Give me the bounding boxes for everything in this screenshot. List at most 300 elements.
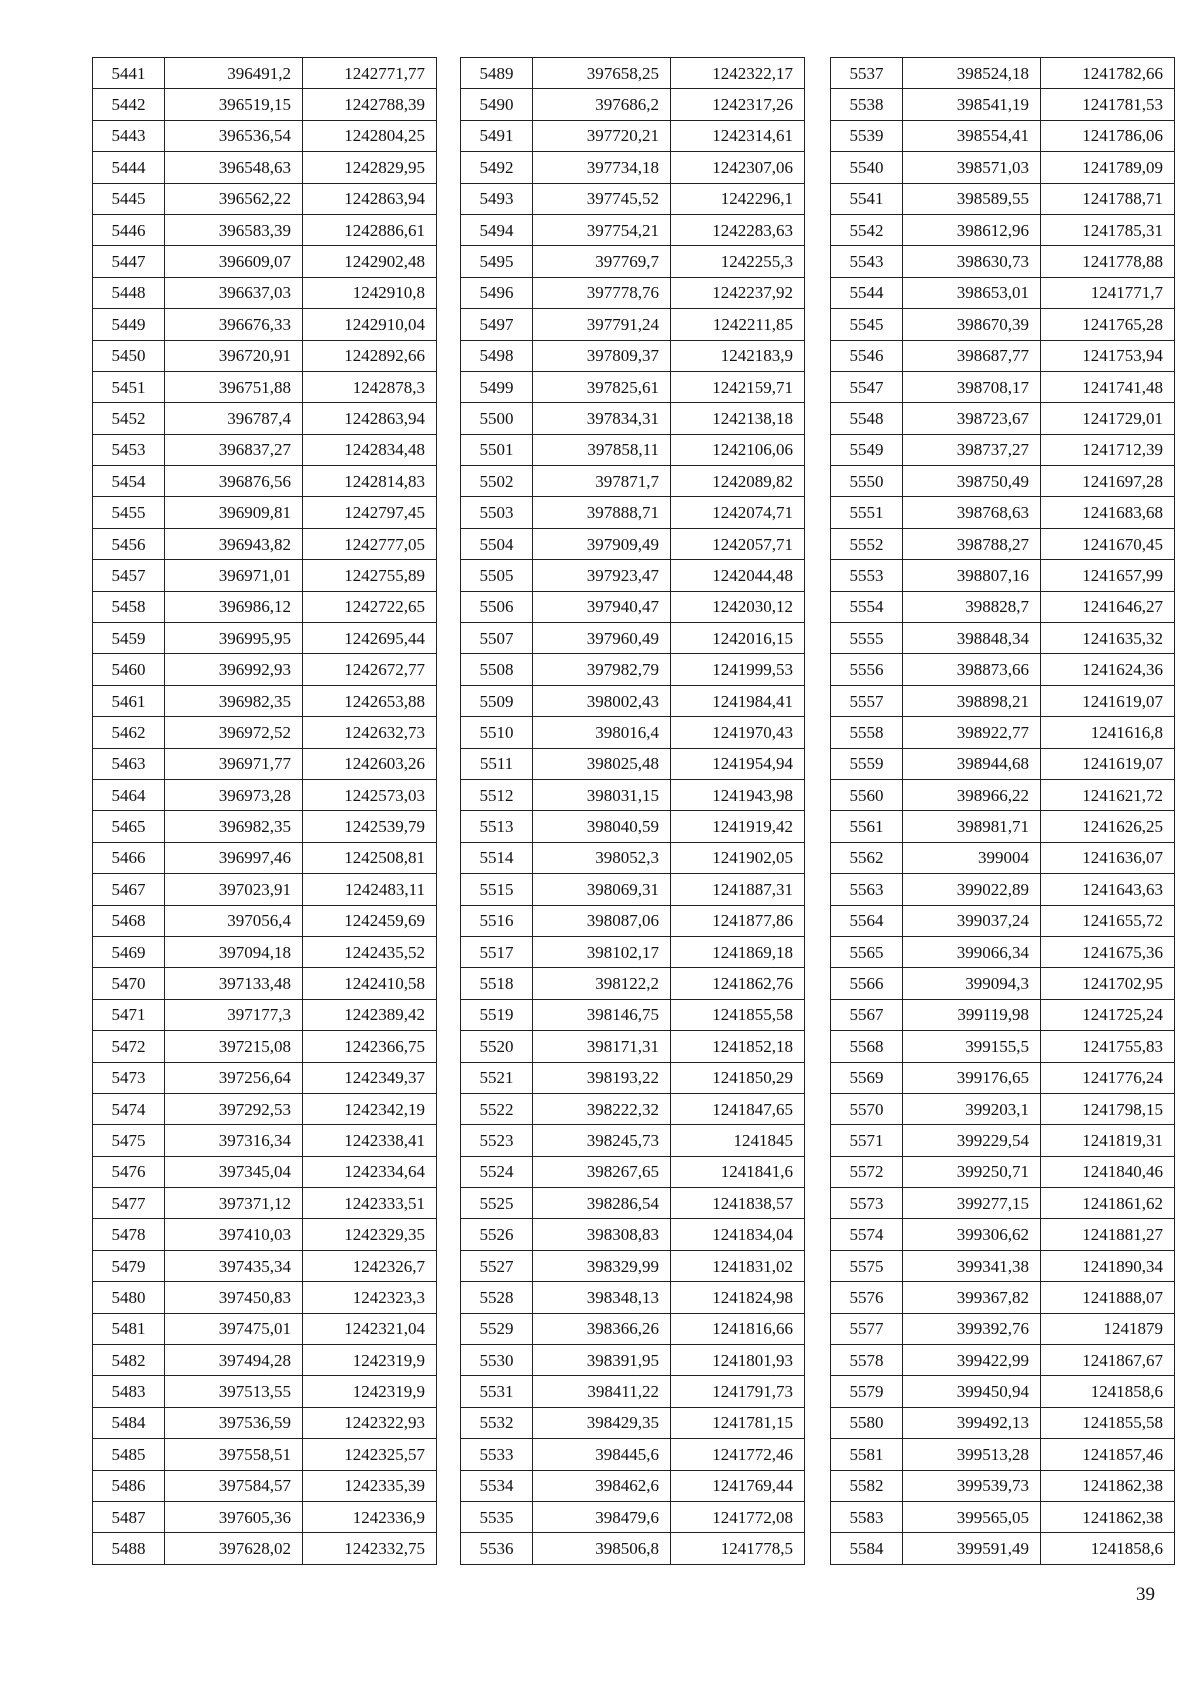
point-number-cell: 5499 (461, 371, 533, 402)
table-row (461, 309, 805, 340)
point-number-cell: 5466 (93, 842, 165, 873)
table-row (831, 1439, 1175, 1470)
y-coordinate-cell: 1242057,71 (671, 528, 805, 559)
table-row (831, 811, 1175, 842)
point-number-cell: 5549 (831, 434, 903, 465)
y-coordinate-cell: 1242829,95 (303, 152, 437, 183)
point-number-cell: 5454 (93, 466, 165, 497)
y-coordinate-cell: 1242089,82 (671, 466, 805, 497)
point-number-cell: 5577 (831, 1313, 903, 1344)
x-coordinate-cell: 398069,31 (533, 874, 671, 905)
x-coordinate-cell: 398348,13 (533, 1282, 671, 1313)
x-coordinate-cell: 398087,06 (533, 905, 671, 936)
y-coordinate-cell: 1241683,68 (1041, 497, 1175, 528)
table-row (461, 717, 805, 748)
y-coordinate-cell: 1242159,71 (671, 371, 805, 402)
table-row (93, 717, 437, 748)
point-number-cell: 5483 (93, 1376, 165, 1407)
table-row (461, 623, 805, 654)
y-coordinate-cell: 1242322,17 (671, 58, 805, 89)
point-number-cell: 5519 (461, 999, 533, 1030)
y-coordinate-cell: 1242342,19 (303, 1093, 437, 1124)
table-row (461, 1125, 805, 1156)
y-coordinate-cell: 1241781,15 (671, 1407, 805, 1438)
point-number-cell: 5579 (831, 1376, 903, 1407)
point-number-cell: 5539 (831, 120, 903, 151)
table-row (461, 1282, 805, 1313)
point-number-cell: 5472 (93, 1031, 165, 1062)
point-number-cell: 5478 (93, 1219, 165, 1250)
x-coordinate-cell: 399155,5 (903, 1031, 1041, 1062)
point-number-cell: 5473 (93, 1062, 165, 1093)
y-coordinate-cell: 1242539,79 (303, 811, 437, 842)
y-coordinate-cell: 1242336,9 (303, 1501, 437, 1532)
point-number-cell: 5530 (461, 1345, 533, 1376)
table-row (93, 1407, 437, 1438)
x-coordinate-cell: 398723,67 (903, 403, 1041, 434)
y-coordinate-cell: 1241619,07 (1041, 685, 1175, 716)
point-number-cell: 5575 (831, 1250, 903, 1281)
y-coordinate-cell: 1242314,61 (671, 120, 805, 151)
table-row (93, 152, 437, 183)
point-number-cell: 5520 (461, 1031, 533, 1062)
point-number-cell: 5504 (461, 528, 533, 559)
y-coordinate-cell: 1241954,94 (671, 748, 805, 779)
x-coordinate-cell: 398737,27 (903, 434, 1041, 465)
table-row (93, 905, 437, 936)
point-number-cell: 5460 (93, 654, 165, 685)
table-row (461, 1533, 805, 1564)
y-coordinate-cell: 1241753,94 (1041, 340, 1175, 371)
table-row (461, 654, 805, 685)
x-coordinate-cell: 398193,22 (533, 1062, 671, 1093)
table-row (831, 654, 1175, 685)
table-row (93, 434, 437, 465)
point-number-cell: 5453 (93, 434, 165, 465)
table-row (93, 1062, 437, 1093)
table-row (831, 968, 1175, 999)
point-number-cell: 5560 (831, 779, 903, 810)
table-row (831, 560, 1175, 591)
x-coordinate-cell: 398589,55 (903, 183, 1041, 214)
y-coordinate-cell: 1242366,75 (303, 1031, 437, 1062)
x-coordinate-cell: 397494,28 (165, 1345, 303, 1376)
table-row (93, 1219, 437, 1250)
x-coordinate-cell: 398571,03 (903, 152, 1041, 183)
y-coordinate-cell: 1241858,6 (1041, 1376, 1175, 1407)
table-row (831, 58, 1175, 89)
x-coordinate-cell: 397292,53 (165, 1093, 303, 1124)
x-coordinate-cell: 398524,18 (903, 58, 1041, 89)
point-number-cell: 5569 (831, 1062, 903, 1093)
table-row (831, 152, 1175, 183)
x-coordinate-cell: 399392,76 (903, 1313, 1041, 1344)
y-coordinate-cell: 1242333,51 (303, 1188, 437, 1219)
y-coordinate-cell: 1241841,6 (671, 1156, 805, 1187)
table-row (461, 874, 805, 905)
point-number-cell: 5582 (831, 1470, 903, 1501)
y-coordinate-cell: 1241675,36 (1041, 936, 1175, 967)
y-coordinate-cell: 1241785,31 (1041, 214, 1175, 245)
x-coordinate-cell: 396876,56 (165, 466, 303, 497)
point-number-cell: 5487 (93, 1501, 165, 1532)
point-number-cell: 5573 (831, 1188, 903, 1219)
x-coordinate-cell: 397778,76 (533, 277, 671, 308)
x-coordinate-cell: 397435,34 (165, 1250, 303, 1281)
x-coordinate-cell: 397754,21 (533, 214, 671, 245)
x-coordinate-cell: 398670,39 (903, 309, 1041, 340)
x-coordinate-cell: 398445,6 (533, 1439, 671, 1470)
x-coordinate-cell: 398768,63 (903, 497, 1041, 528)
x-coordinate-cell: 398788,27 (903, 528, 1041, 559)
y-coordinate-cell: 1242183,9 (671, 340, 805, 371)
table-row (831, 779, 1175, 810)
x-coordinate-cell: 397215,08 (165, 1031, 303, 1062)
point-number-cell: 5540 (831, 152, 903, 183)
x-coordinate-cell: 399229,54 (903, 1125, 1041, 1156)
table-row (831, 874, 1175, 905)
table-row (831, 246, 1175, 277)
x-coordinate-cell: 397475,01 (165, 1313, 303, 1344)
y-coordinate-cell: 1241888,07 (1041, 1282, 1175, 1313)
y-coordinate-cell: 1241621,72 (1041, 779, 1175, 810)
point-number-cell: 5507 (461, 623, 533, 654)
table-row (461, 591, 805, 622)
y-coordinate-cell: 1241776,24 (1041, 1062, 1175, 1093)
point-number-cell: 5492 (461, 152, 533, 183)
table-row (831, 277, 1175, 308)
table-row (461, 1345, 805, 1376)
point-number-cell: 5475 (93, 1125, 165, 1156)
y-coordinate-cell: 1242910,04 (303, 309, 437, 340)
point-number-cell: 5459 (93, 623, 165, 654)
point-number-cell: 5552 (831, 528, 903, 559)
x-coordinate-cell: 398554,41 (903, 120, 1041, 151)
table-row (831, 1376, 1175, 1407)
table-row (831, 1250, 1175, 1281)
point-number-cell: 5578 (831, 1345, 903, 1376)
point-number-cell: 5512 (461, 779, 533, 810)
table-row (831, 1501, 1175, 1532)
y-coordinate-cell: 1242777,05 (303, 528, 437, 559)
y-coordinate-cell: 1241850,29 (671, 1062, 805, 1093)
point-number-cell: 5538 (831, 89, 903, 120)
x-coordinate-cell: 399492,13 (903, 1407, 1041, 1438)
point-number-cell: 5583 (831, 1501, 903, 1532)
x-coordinate-cell: 398653,01 (903, 277, 1041, 308)
point-number-cell: 5480 (93, 1282, 165, 1313)
x-coordinate-cell: 396519,15 (165, 89, 303, 120)
x-coordinate-cell: 398828,7 (903, 591, 1041, 622)
y-coordinate-cell: 1241801,93 (671, 1345, 805, 1376)
x-coordinate-cell: 397133,48 (165, 968, 303, 999)
y-coordinate-cell: 1242771,77 (303, 58, 437, 89)
point-number-cell: 5555 (831, 623, 903, 654)
point-number-cell: 5546 (831, 340, 903, 371)
x-coordinate-cell: 398286,54 (533, 1188, 671, 1219)
point-number-cell: 5537 (831, 58, 903, 89)
table-row (461, 1188, 805, 1219)
point-number-cell: 5545 (831, 309, 903, 340)
x-coordinate-cell: 396562,22 (165, 183, 303, 214)
x-coordinate-cell: 396583,39 (165, 214, 303, 245)
y-coordinate-cell: 1242755,89 (303, 560, 437, 591)
point-number-cell: 5518 (461, 968, 533, 999)
point-number-cell: 5450 (93, 340, 165, 371)
y-coordinate-cell: 1242296,1 (671, 183, 805, 214)
table-row (93, 1125, 437, 1156)
y-coordinate-cell: 1242508,81 (303, 842, 437, 873)
y-coordinate-cell: 1242319,9 (303, 1376, 437, 1407)
point-number-cell: 5493 (461, 183, 533, 214)
table-row (93, 466, 437, 497)
x-coordinate-cell: 397056,4 (165, 905, 303, 936)
table-row (93, 1313, 437, 1344)
x-coordinate-cell: 398966,22 (903, 779, 1041, 810)
point-number-cell: 5559 (831, 748, 903, 779)
table-row (461, 214, 805, 245)
y-coordinate-cell: 1242435,52 (303, 936, 437, 967)
x-coordinate-cell: 397410,03 (165, 1219, 303, 1250)
table-row (831, 120, 1175, 151)
point-number-cell: 5526 (461, 1219, 533, 1250)
point-number-cell: 5509 (461, 685, 533, 716)
table-row (93, 214, 437, 245)
point-number-cell: 5482 (93, 1345, 165, 1376)
x-coordinate-cell: 396837,27 (165, 434, 303, 465)
x-coordinate-cell: 398462,6 (533, 1470, 671, 1501)
y-coordinate-cell: 1241755,83 (1041, 1031, 1175, 1062)
y-coordinate-cell: 1242834,48 (303, 434, 437, 465)
x-coordinate-cell: 399367,82 (903, 1282, 1041, 1313)
y-coordinate-cell: 1242322,93 (303, 1407, 437, 1438)
table-row (93, 89, 437, 120)
y-coordinate-cell: 1241712,39 (1041, 434, 1175, 465)
y-coordinate-cell: 1241725,24 (1041, 999, 1175, 1030)
y-coordinate-cell: 1242255,3 (671, 246, 805, 277)
x-coordinate-cell: 398002,43 (533, 685, 671, 716)
table-row (831, 1407, 1175, 1438)
y-coordinate-cell: 1241636,07 (1041, 842, 1175, 873)
y-coordinate-cell: 1242319,9 (303, 1345, 437, 1376)
x-coordinate-cell: 398687,77 (903, 340, 1041, 371)
table-row (461, 58, 805, 89)
x-coordinate-cell: 398981,71 (903, 811, 1041, 842)
y-coordinate-cell: 1241862,76 (671, 968, 805, 999)
table-row (93, 1156, 437, 1187)
x-coordinate-cell: 397834,31 (533, 403, 671, 434)
point-number-cell: 5446 (93, 214, 165, 245)
x-coordinate-cell: 396972,52 (165, 717, 303, 748)
y-coordinate-cell: 1241858,6 (1041, 1533, 1175, 1564)
point-number-cell: 5556 (831, 654, 903, 685)
y-coordinate-cell: 1241781,53 (1041, 89, 1175, 120)
table-row (831, 685, 1175, 716)
x-coordinate-cell: 397745,52 (533, 183, 671, 214)
table-row (831, 1156, 1175, 1187)
point-number-cell: 5485 (93, 1439, 165, 1470)
y-coordinate-cell: 1241881,27 (1041, 1219, 1175, 1250)
table-row (831, 309, 1175, 340)
table-row (93, 779, 437, 810)
point-number-cell: 5554 (831, 591, 903, 622)
point-number-cell: 5468 (93, 905, 165, 936)
point-number-cell: 5463 (93, 748, 165, 779)
y-coordinate-cell: 1241890,34 (1041, 1250, 1175, 1281)
table-row (831, 434, 1175, 465)
point-number-cell: 5574 (831, 1219, 903, 1250)
table-row (461, 1093, 805, 1124)
y-coordinate-cell: 1241834,04 (671, 1219, 805, 1250)
point-number-cell: 5476 (93, 1156, 165, 1187)
y-coordinate-cell: 1242334,64 (303, 1156, 437, 1187)
point-number-cell: 5523 (461, 1125, 533, 1156)
table-row (93, 1376, 437, 1407)
table-row (461, 1501, 805, 1532)
y-coordinate-cell: 1241867,67 (1041, 1345, 1175, 1376)
y-coordinate-cell: 1241855,58 (1041, 1407, 1175, 1438)
y-coordinate-cell: 1242902,48 (303, 246, 437, 277)
table-row (461, 905, 805, 936)
point-number-cell: 5557 (831, 685, 903, 716)
x-coordinate-cell: 396986,12 (165, 591, 303, 622)
y-coordinate-cell: 1242044,48 (671, 560, 805, 591)
x-coordinate-cell: 397960,49 (533, 623, 671, 654)
point-number-cell: 5571 (831, 1125, 903, 1156)
x-coordinate-cell: 399094,3 (903, 968, 1041, 999)
x-coordinate-cell: 398122,2 (533, 968, 671, 999)
table-row (461, 1031, 805, 1062)
y-coordinate-cell: 1241772,46 (671, 1439, 805, 1470)
point-number-cell: 5479 (93, 1250, 165, 1281)
x-coordinate-cell: 397256,64 (165, 1062, 303, 1093)
x-coordinate-cell: 399277,15 (903, 1188, 1041, 1219)
y-coordinate-cell: 1241643,63 (1041, 874, 1175, 905)
y-coordinate-cell: 1242892,66 (303, 340, 437, 371)
y-coordinate-cell: 1242863,94 (303, 403, 437, 434)
y-coordinate-cell: 1242349,37 (303, 1062, 437, 1093)
point-number-cell: 5442 (93, 89, 165, 120)
y-coordinate-cell: 1241877,86 (671, 905, 805, 936)
point-number-cell: 5497 (461, 309, 533, 340)
point-number-cell: 5441 (93, 58, 165, 89)
point-number-cell: 5445 (93, 183, 165, 214)
x-coordinate-cell: 396609,07 (165, 246, 303, 277)
x-coordinate-cell: 399066,34 (903, 936, 1041, 967)
x-coordinate-cell: 396995,95 (165, 623, 303, 654)
table-row (831, 1345, 1175, 1376)
table-row (831, 842, 1175, 873)
y-coordinate-cell: 1241838,57 (671, 1188, 805, 1219)
y-coordinate-cell: 1242283,63 (671, 214, 805, 245)
y-coordinate-cell: 1242603,26 (303, 748, 437, 779)
table-row (461, 842, 805, 873)
point-number-cell: 5535 (461, 1501, 533, 1532)
y-coordinate-cell: 1242878,3 (303, 371, 437, 402)
table-row (93, 120, 437, 151)
y-coordinate-cell: 1241857,46 (1041, 1439, 1175, 1470)
x-coordinate-cell: 398329,99 (533, 1250, 671, 1281)
point-number-cell: 5576 (831, 1282, 903, 1313)
y-coordinate-cell: 1242910,8 (303, 277, 437, 308)
point-number-cell: 5455 (93, 497, 165, 528)
y-coordinate-cell: 1241943,98 (671, 779, 805, 810)
point-number-cell: 5486 (93, 1470, 165, 1501)
y-coordinate-cell: 1241765,28 (1041, 309, 1175, 340)
y-coordinate-cell: 1242788,39 (303, 89, 437, 120)
table-row (461, 246, 805, 277)
point-number-cell: 5521 (461, 1062, 533, 1093)
point-number-cell: 5503 (461, 497, 533, 528)
table-row (461, 968, 805, 999)
y-coordinate-cell: 1242695,44 (303, 623, 437, 654)
point-number-cell: 5511 (461, 748, 533, 779)
page-number: 39 (1136, 1584, 1155, 1605)
y-coordinate-cell: 1241616,8 (1041, 717, 1175, 748)
point-number-cell: 5543 (831, 246, 903, 277)
y-coordinate-cell: 1242323,3 (303, 1282, 437, 1313)
x-coordinate-cell: 398630,73 (903, 246, 1041, 277)
x-coordinate-cell: 397825,61 (533, 371, 671, 402)
y-coordinate-cell: 1242307,06 (671, 152, 805, 183)
table-row (461, 779, 805, 810)
table-row (461, 340, 805, 371)
point-number-cell: 5488 (93, 1533, 165, 1564)
coordinate-table-1 (92, 57, 437, 1565)
x-coordinate-cell: 398429,35 (533, 1407, 671, 1438)
table-row (93, 748, 437, 779)
point-number-cell: 5542 (831, 214, 903, 245)
y-coordinate-cell: 1242573,03 (303, 779, 437, 810)
y-coordinate-cell: 1242074,71 (671, 497, 805, 528)
x-coordinate-cell: 397791,24 (533, 309, 671, 340)
point-number-cell: 5481 (93, 1313, 165, 1344)
y-coordinate-cell: 1241786,06 (1041, 120, 1175, 151)
table-row (93, 560, 437, 591)
y-coordinate-cell: 1242814,83 (303, 466, 437, 497)
table-row (93, 1345, 437, 1376)
x-coordinate-cell: 399004 (903, 842, 1041, 873)
point-number-cell: 5461 (93, 685, 165, 716)
table-row (831, 1062, 1175, 1093)
point-number-cell: 5465 (93, 811, 165, 842)
point-number-cell: 5517 (461, 936, 533, 967)
x-coordinate-cell: 397809,37 (533, 340, 671, 371)
table-row (831, 497, 1175, 528)
table-row (93, 1439, 437, 1470)
x-coordinate-cell: 399513,28 (903, 1439, 1041, 1470)
point-number-cell: 5444 (93, 152, 165, 183)
x-coordinate-cell: 399037,24 (903, 905, 1041, 936)
point-number-cell: 5458 (93, 591, 165, 622)
y-coordinate-cell: 1242106,06 (671, 434, 805, 465)
point-number-cell: 5494 (461, 214, 533, 245)
y-coordinate-cell: 1241984,41 (671, 685, 805, 716)
point-number-cell: 5490 (461, 89, 533, 120)
x-coordinate-cell: 399341,38 (903, 1250, 1041, 1281)
y-coordinate-cell: 1241657,99 (1041, 560, 1175, 591)
point-number-cell: 5531 (461, 1376, 533, 1407)
y-coordinate-cell: 1241798,15 (1041, 1093, 1175, 1124)
point-number-cell: 5522 (461, 1093, 533, 1124)
y-coordinate-cell: 1241861,62 (1041, 1188, 1175, 1219)
y-coordinate-cell: 1241919,42 (671, 811, 805, 842)
table-row (461, 811, 805, 842)
point-number-cell: 5561 (831, 811, 903, 842)
x-coordinate-cell: 396491,2 (165, 58, 303, 89)
x-coordinate-cell: 397345,04 (165, 1156, 303, 1187)
x-coordinate-cell: 396973,28 (165, 779, 303, 810)
